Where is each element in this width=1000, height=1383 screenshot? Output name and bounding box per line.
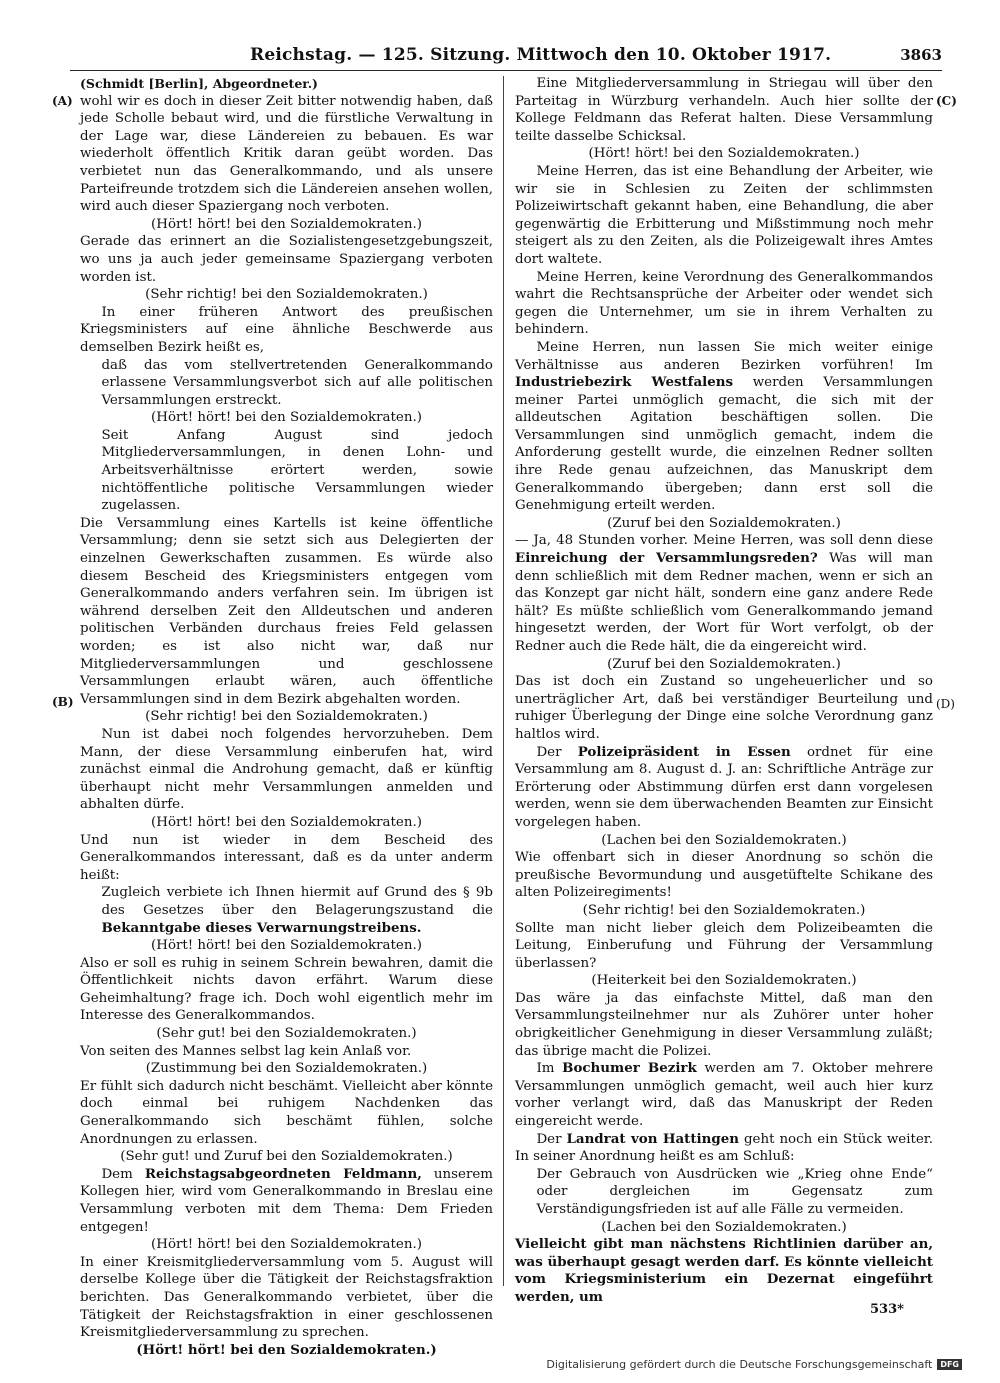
paragraph-text: Der	[536, 1131, 562, 1147]
paragraph: In einer Kreismitgliederversammlung vom 5. August will derselbe Kollege über die Tätigkeit der Reichstagsfraktion berichten. Das Generalkommando verbietet, über die Tätigkeit der Reichstagsfraktion in einer geschlossenen Kreismitgliederversammlung zu sprechen.	[80, 1254, 493, 1341]
quotation-text: Zugleich verbiete ich Ihnen hiermit auf Grund des § 9b des Gesetzes über den Belagerungszustand die	[101, 885, 493, 918]
page-header	[70, 44, 942, 71]
paragraph: Also er soll es ruhig in seinem Schrein bewahren, damit die Öffentlichkeit nichts davon erfährt. Warum diese Geheimhaltung? frage ich. Doch wohl eigentlich mehr im Interesse des Generalkommandos.	[80, 955, 493, 1024]
paragraph: Und nun ist wieder in dem Bescheid des Generalkommandos interessant, daß es da unter anderm heißt:	[80, 832, 493, 883]
quotation: Seit Anfang August sind jedoch Mitgliederversammlungen, in denen Lohn- und Arbeitsverhältnisse erörtert werden, sowie nichtöffentliche politische Versammlungen wieder zugelassen.	[101, 427, 493, 514]
emphasis: Bochumer Bezirk	[562, 1060, 697, 1077]
paragraph-text: Der	[536, 744, 562, 760]
paragraph	[80, 1166, 493, 1236]
paragraph: In einer früheren Antwort des preußischen Kriegsministers auf eine ähnliche Beschwerde aus demselben Bezirk heißt es,	[80, 304, 493, 355]
paragraph: wohl wir es doch in dieser Zeit bitter notwendig haben, daß jede Scholle bebaut wird, und die fürstliche Verwaltung in der Lage war, diese Ländereien zu bebauen. Es war wiederholt öffentlich Kritik daran geübt worden. Das verbietet nun das Generalkommando, und als unsere Parteifreunde trotzdem sich die Ländereien ansehen wollen, wird auch dieser Spaziergang noch verboten.	[80, 93, 493, 215]
quotation: daß das vom stellvertretenden Generalkommando erlassene Versammlungsverbot sich auf alle politischen Versammlungen erstreckt.	[101, 357, 493, 408]
interjection: (Lachen bei den Sozialdemokraten.)	[601, 832, 847, 848]
interjection: (Hört! hört! bei den Sozialdemokraten.)	[136, 1341, 437, 1358]
quotation: Der Gebrauch von Ausdrücken wie „Krieg ohne Ende“ oder dergleichen im Gegensatz zum Verständigungsfrieden ist auf alle Fälle zu vermeiden.	[536, 1166, 933, 1217]
footer-credit	[546, 1358, 962, 1371]
footer-text: Digitalisierung gefördert durch die Deutsche Forschungsgemeinschaft	[546, 1358, 933, 1371]
paragraph-text: Meine Herren, nun lassen Sie mich weiter einige Verhältnisse aus anderen Bezirken vorführen! Im	[515, 339, 933, 373]
interjection: (Heiterkeit bei den Sozialdemokraten.)	[591, 973, 857, 989]
header-title: Reichstag. — 125. Sitzung. Mittwoch den 10. Oktober 1917.	[250, 45, 832, 65]
emphasis: Einreichung der Versammlungsreden?	[515, 550, 818, 567]
paragraph-text: geht noch ein Stück weiter. In seiner Anordnung heißt es am Schluß:	[515, 1131, 933, 1165]
paragraph-text: unserem Kollegen hier, wird vom Generalkommando in Breslau eine Versammlung verboten mit dem Thema: Dem Frieden entgegen!	[80, 1166, 493, 1235]
paragraph-text: Dem	[101, 1166, 133, 1182]
margin-mark-a: (A)	[52, 94, 73, 108]
sheet-number: 533*	[870, 1302, 904, 1317]
right-column	[515, 75, 933, 1307]
interjection: (Zustimmung bei den Sozialdemokraten.)	[145, 1061, 428, 1077]
paragraph: Meine Herren, keine Verordnung des Generalkommandos wahrt die Rechtsansprüche der Arbeiter oder wendet sich gegen die Unternehmer, um sie in ihrem Verhalten zu behindern.	[515, 269, 933, 338]
paragraph: Das wäre ja das einfachste Mittel, daß man den Versammlungsteilnehmer nur als Zuhörer unter hoher obrigkeitlicher Genehmigung in dieser Versammlung zuläßt; das übrige macht die Polizei.	[515, 990, 933, 1059]
paragraph: Gerade das erinnert an die Sozialistengesetzgebungszeit, wo uns ja auch jeder gemeinsame Spaziergang verboten worden ist.	[80, 234, 493, 285]
paragraph: Wie offenbart sich in dieser Anordnung so schön die preußische Bevormundung und ausgetüftelte Schikane des alten Polizeiregiments!	[515, 850, 933, 901]
paragraph	[515, 1060, 933, 1130]
interjection: (Sehr richtig! bei den Sozialdemokraten.)	[145, 287, 428, 303]
paragraph-text: werden Versammlungen meiner Partei unmöglich gemacht, die sich mit der alldeutschen Agitation beschäftigen sollen. Die Versammlungen sind unmöglich gemacht, indem die Anforderung gestellt wurde, die einzelnen Redner sollten ihre Rede genau aufzeichnen, das Manuskript dem Generalkommando übergeben; dann erst soll die Genehmigung erteilt werden.	[515, 375, 933, 514]
interjection: (Sehr richtig! bei den Sozialdemokraten.)	[582, 902, 866, 918]
speaker-attribution: (Schmidt [Berlin], Abgeordneter.)	[80, 76, 318, 91]
emphasis: Bekanntgabe dieses Verwarnungstreibens.	[101, 919, 422, 936]
interjection: (Hört! hört! bei den Sozialdemokraten.)	[151, 1237, 422, 1253]
emphasis: Industriebezirk Westfalens	[515, 374, 734, 391]
left-column	[80, 75, 493, 1359]
paragraph: Von seiten des Mannes selbst lag kein Anlaß vor.	[80, 1043, 412, 1059]
margin-mark-b: (B)	[52, 695, 74, 709]
paragraph-text: ordnet für eine Versammlung am 8. August d. J. an: Schriftliche Anträge zur Erörterung oder Abstimmung dürfen erst dann vorgelesen werden, wenn sie dem überwachenden Beamten zur Einsicht vorgelegen haben.	[515, 744, 934, 830]
paragraph: Er fühlt sich dadurch nicht beschämt. Vielleicht aber könnte doch einmal bei ruhigem Nachdenken das Generalkommando sich beschämt fühlen, solche Anordnungen zu erlassen.	[80, 1078, 493, 1147]
interjection: (Hört! hört! bei den Sozialdemokraten.)	[151, 938, 422, 954]
emphasis: Reichstagsabgeordneten Feldmann,	[144, 1165, 422, 1182]
paragraph: Eine Mitgliederversammlung in Striegau will über den Parteitag in Würzburg verhandeln. Auch hier sollte der Kollege Feldmann das Referat halten. Diese Versammlung teilte dasselbe Schicksal.	[515, 76, 933, 144]
interjection: (Sehr richtig! bei den Sozialdemokraten.)	[145, 709, 428, 725]
paragraph-text: — Ja, 48 Stunden vorher. Meine Herren, was soll denn diese	[515, 533, 933, 549]
paragraph: Vielleicht gibt man nächstens Richtlinien darüber an, was überhaupt gesagt werden darf. Es könnte vielleicht vom Kriegsministerium ein Dezernat eingeführt werden, um	[515, 1236, 933, 1305]
interjection: (Zuruf bei den Sozialdemokraten.)	[607, 515, 841, 531]
paragraph: Das ist doch ein Zustand so ungeheuerlicher und so unerträglicher Art, daß bei verständiger Beurteilung und ruhiger Überlegung der Dinge eine solche Verordnung ganz haltlos wird.	[515, 674, 933, 742]
paragraph	[515, 744, 933, 832]
interjection: (Lachen bei den Sozialdemokraten.)	[601, 1219, 847, 1235]
margin-mark-c: (C)	[936, 94, 957, 108]
interjection: (Hört! hört! bei den Sozialdemokraten.)	[151, 410, 422, 426]
paragraph: Meine Herren, das ist eine Behandlung der Arbeiter, wie wir sie in Schlesien zu Zeiten der schlimmsten Polizeiwirtschaft gekannt haben, eine Behandlung, die aber gegenwärtig die Erbitterung und Mißstimmung noch mehr steigert als zu den Zeiten, als die Polizeigewalt ihres Amtes dort waltete.	[515, 163, 933, 267]
margin-mark-d: (D)	[936, 697, 955, 711]
page-number: 3863	[900, 46, 942, 64]
interjection: (Sehr gut! und Zuruf bei den Sozialdemokraten.)	[120, 1149, 453, 1165]
paragraph-text: Was will man denn schließlich mit dem Redner machen, wenn er sich an das Konzept gar nicht hält, sondern eine ganz andere Rede hält? Es müßte schließlich vom Generalkommando jemand hingesetzt werden, der Wort für Wort verfolgt, ob der Redner auch die Rede hält, die da eingereicht wird.	[515, 551, 933, 654]
paragraph	[515, 1131, 933, 1166]
paragraph-text: Im	[536, 1061, 555, 1077]
interjection: (Hört! hört! bei den Sozialdemokraten.)	[151, 216, 422, 232]
paragraph	[515, 339, 933, 515]
interjection: (Hört! hört! bei den Sozialdemokraten.)	[151, 814, 422, 830]
column-divider	[503, 76, 504, 1286]
dfg-logo: DFG	[937, 1359, 962, 1370]
quotation	[80, 884, 493, 937]
paragraph: Die Versammlung eines Kartells ist keine öffentliche Versammlung; denn sie setzt sich aus Delegierten der einzelnen Gewerkschaften zusammen. Es würde also diesem Bescheid des Kriegsministers entgegen vom Generalkommando anders verfahren sein. Im übrigen ist während derselben Zeit den Alldeutschen und anderen politischen Verbänden durchaus freies Feld gelassen worden; es ist also nicht war, daß nur Mitgliederversammlungen und geschlossene Versammlungen erlaubt wären, auch öffentliche Versammlungen sind in dem Bezirk abgehalten worden.	[80, 515, 493, 707]
emphasis: Landrat von Hattingen	[566, 1130, 739, 1147]
paragraph: Nun ist dabei noch folgendes hervorzuheben. Dem Mann, der diese Versammlung einberufen hat, wird zunächst einmal die Androhung gemacht, daß er künftig überhaupt nicht mehr Versammlungen anmelden und abhalten dürfe.	[80, 726, 493, 813]
paragraph: Sollte man nicht lieber gleich dem Polizeibeamten die Leitung, Einberufung und Führung der Versammlung überlassen?	[515, 920, 933, 971]
interjection: (Sehr gut! bei den Sozialdemokraten.)	[156, 1026, 417, 1042]
paragraph-text: werden am 7. Oktober mehrere Versammlungen unmöglich gemacht, weil auch hier kurz vorher verlangt wird, daß das Manuskript der Reden eingereicht werde.	[515, 1061, 933, 1130]
interjection: (Zuruf bei den Sozialdemokraten.)	[607, 656, 841, 672]
emphasis: Polizeipräsident in Essen	[577, 743, 791, 760]
interjection: (Hört! hört! bei den Sozialdemokraten.)	[588, 146, 860, 162]
paragraph	[515, 532, 933, 655]
